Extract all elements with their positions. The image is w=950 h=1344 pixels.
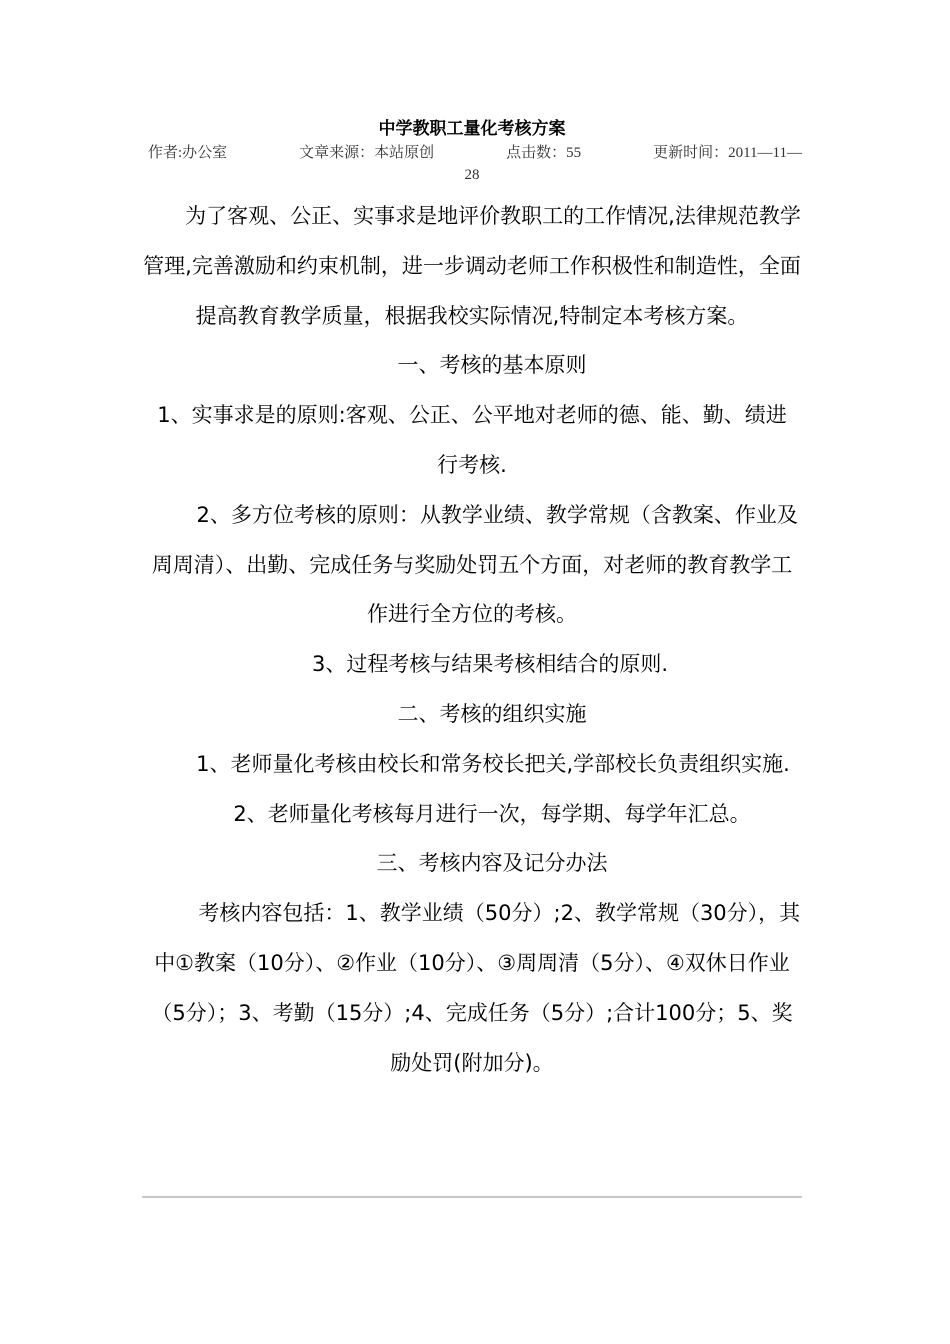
principle-item: 2、多方位考核的原则：从教学业绩、教学常规（含教案、作业及周周清）、出勤、完成任务与奖励处罚五个方面，对老师的教育教学工作进行全方位的考核。 <box>151 502 798 627</box>
organization-item: 1、老师量化考核由校长和常务校长把关,学部校长负责组织实施. <box>196 751 790 776</box>
document-page <box>142 118 802 1088</box>
article-meta <box>142 142 802 164</box>
principle-item: 1、实事求是的原则:客观、公正、公平地对老师的德、能、勤、绩进行考核. <box>157 403 787 477</box>
click-count-label: 点击数：55 <box>506 145 582 161</box>
footer-divider <box>142 1196 802 1198</box>
update-time-label: 更新时间：2011—11— <box>653 145 802 161</box>
section-heading-organization: 二、考核的组织实施 <box>397 701 587 726</box>
source-label: 文章来源：本站原创 <box>299 145 435 161</box>
intro-paragraph: 为了客观、公正、实事求是地评价教职工的工作情况,法律规范教学管理,完善激励和约束机制，进一步调动老师工作积极性和制造性，全面提高教育教学质量，根据我校实际情况,特制定本考核方案。 <box>143 204 801 328</box>
organization-item: 2、老师量化考核每月进行一次，每学期、每学年汇总。 <box>233 801 751 826</box>
update-time-continuation: 28 <box>464 167 480 183</box>
document-title: 中学教职工量化考核方案 <box>378 119 566 139</box>
author-label: 作者:办公室 <box>148 145 228 161</box>
content-paragraph: 考核内容包括：1、教学业绩（50分）;2、教学常规（30分），其中①教案（10分）、②作业（10分）、③周周清（5分）、④双休日作业（5分）；3、考勤（15分）;4、完成任务（5分）;合计100分；5、奖励处罚(附加分)。 <box>151 901 801 1075</box>
principle-item: 3、过程考核与结果考核相结合的原则. <box>311 652 669 677</box>
document-body <box>142 192 802 1088</box>
section-heading-content: 三、考核内容及记分办法 <box>376 851 608 876</box>
section-heading-principles: 一、考核的基本原则 <box>397 353 587 378</box>
